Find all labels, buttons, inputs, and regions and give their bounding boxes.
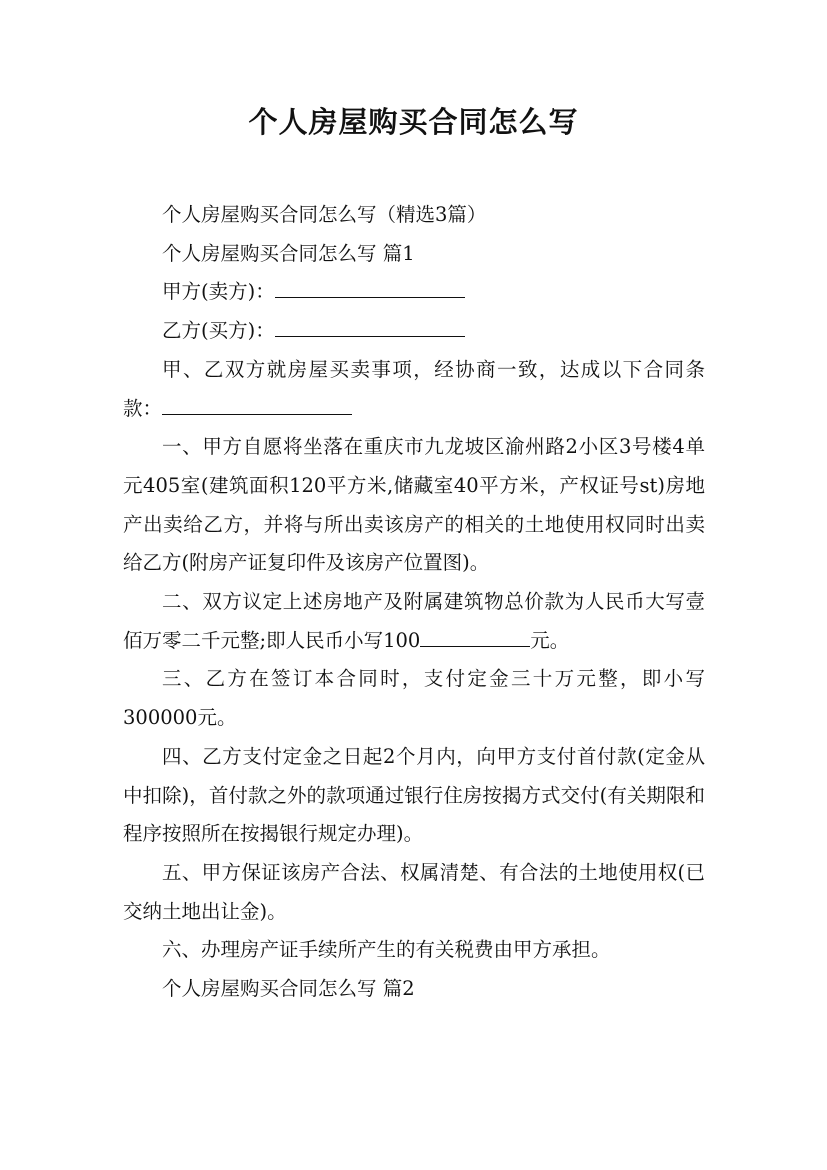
clause-4: 四、乙方支付定金之日起2个月内，向甲方支付首付款(定金从中扣除)，首付款之外的款项通过银行住房按揭方式交付(有关期限和程序按照所在按揭银行规定办理)。 bbox=[123, 744, 705, 846]
intro-blank bbox=[162, 394, 352, 415]
clause-5: 五、甲方保证该房产合法、权属清楚、有合法的土地使用权(已交纳土地出让金)。 bbox=[123, 860, 705, 923]
document-title: 个人房屋购买合同怎么写 bbox=[248, 105, 579, 139]
document-body bbox=[123, 196, 705, 1009]
party-a-line bbox=[123, 273, 705, 312]
clause-6: 六、办理房产证手续所产生的有关税费由甲方承担。 bbox=[162, 938, 611, 962]
clause-2-text: 二、双方议定上述房地产及附属建筑物总价款为人民币大写壹佰万零二千元整;即人民币小写100 bbox=[123, 590, 705, 652]
party-b-blank bbox=[275, 316, 465, 337]
article-1-heading: 个人房屋购买合同怎么写 篇1 bbox=[162, 241, 415, 265]
document-subtitle: 个人房屋购买合同怎么写（精选3篇） bbox=[162, 203, 487, 226]
clause-2-unit: 元。 bbox=[530, 628, 570, 652]
intro-paragraph bbox=[123, 351, 705, 428]
party-b-line bbox=[123, 312, 705, 351]
clause-1: 一、甲方自愿将坐落在重庆市九龙坡区渝州路2小区3号楼4单元405室(建筑面积120平方米,储藏室40平方米，产权证号st)房地产出卖给乙方，并将与所出卖该房产的相关的土地使用权同时出卖给乙方(附房产证复印件及该房产位置图)。 bbox=[123, 435, 705, 575]
intro-text: 甲、乙双方就房屋买卖事项，经协商一致，达成以下合同条款： bbox=[123, 357, 705, 420]
party-a-label: 甲方(卖方)： bbox=[162, 280, 275, 304]
clause-2 bbox=[123, 583, 705, 660]
party-b-label: 乙方(买方)： bbox=[162, 319, 275, 343]
article-2-heading: 个人房屋购买合同怎么写 篇2 bbox=[162, 977, 415, 1001]
clause-3: 三、乙方在签订本合同时，支付定金三十万元整，即小写300000元。 bbox=[123, 667, 705, 730]
party-a-blank bbox=[275, 277, 465, 298]
clause-2-blank bbox=[420, 626, 530, 647]
